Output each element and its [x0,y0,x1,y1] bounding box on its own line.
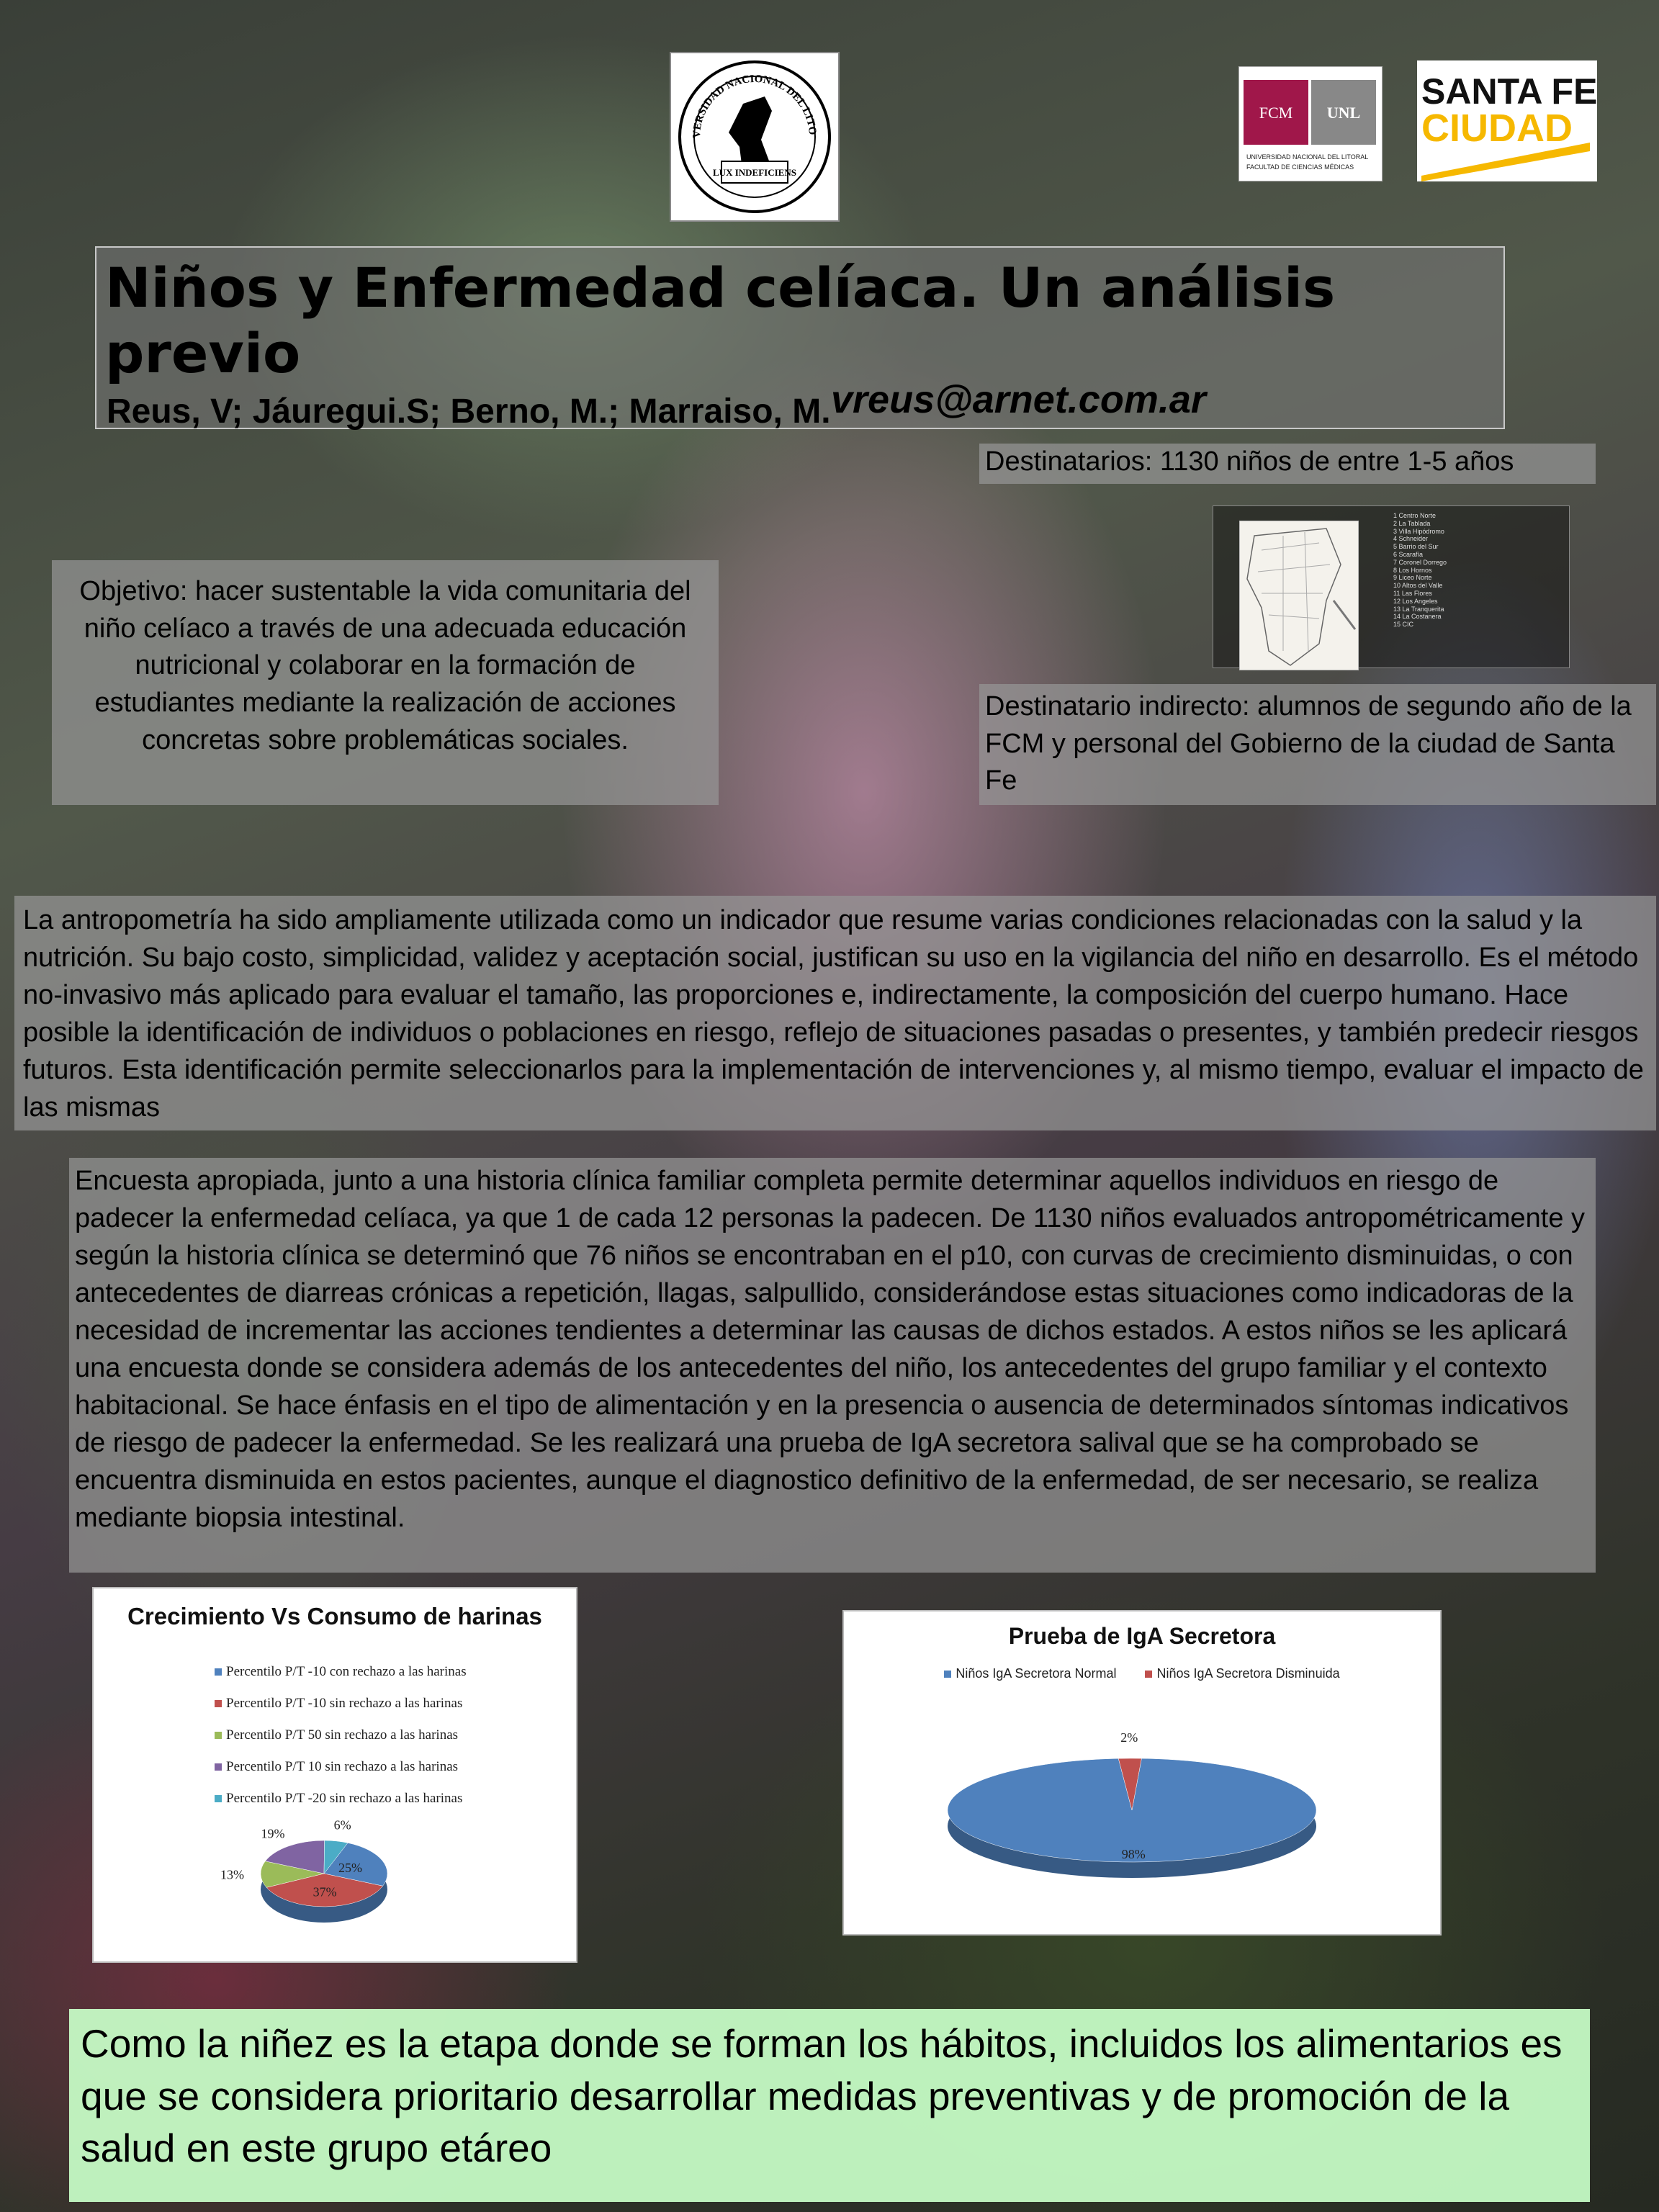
unl-ring-text: VERSIDAD NACIONAL DEL LITO [691,73,819,139]
ciudad-text: CIUDAD [1421,107,1573,150]
map-legend-item: 2 La Tablada [1393,519,1431,527]
santa-fe-ciudad-logo [1417,60,1597,181]
map-legend-item: 1 Centro Norte [1393,512,1437,519]
map-legend-item: 14 La Costanera [1393,613,1442,621]
pie-data-label: 2% [1120,1730,1138,1745]
antropometria-paragraph: La antropometría ha sido ampliamente utilizada como un indicador que resume varias condiciones relacionadas con la salud y la nutrición. Su bajo costo, simplicidad, validez y aceptación social, justifican su uso en la vigilancia del niño en desarrollo. Es el método no-invasivo más aplicado para evaluar el tamaño, las proporciones e, indirectamente, la composición del cuerpo humano. Hace posible la identificación de individuos o poblaciones en riesgo, reflejo de situaciones pasadas o presentes, y también predecir riesgos futuros. Esta identificación permite seleccionarlos para la implementación de intervenciones y, al mismo tiempo, evaluar el impacto de las mismas [14,896,1656,1130]
map-legend-item: 6 Scarafía [1393,550,1424,558]
fcm-text: FCM [1259,104,1293,122]
pie-data-label: 6% [333,1817,351,1833]
legend-label: Percentilo P/T -10 con rechazo a las harinas [226,1664,467,1679]
map-legend-item: 11 Las Flores [1393,589,1432,597]
conclusion-box: Como la niñez es la etapa donde se forman los hábitos, incluidos los alimentarios es que se considera prioritario desarrollar medidas preventivas y de promoción de la salud en este grupo etáreo [69,2009,1590,2202]
map-legend-item: 13 La Tranquerita [1393,605,1444,613]
objetivo-box: Objetivo: hacer sustentable la vida comunitaria del niño celíaco a través de una adecuada educación nutricional y colaborar en la formación de estudiantes mediante la realización de acciones concretas sobre problemáticas sociales. [52,560,719,805]
pie-data-label: 25% [338,1860,362,1875]
city-map [1239,521,1359,670]
legend-label: Percentilo P/T 50 sin rechazo a las harinas [226,1727,459,1743]
map-legend [1393,512,1559,629]
poster-title: Niños y Enfermedad celíaca. Un análisis previo [105,256,1336,386]
unl-logo [670,52,840,222]
map-legend-item: 3 Villa Hipódromo [1393,527,1444,535]
legend-label: Percentilo P/T -20 sin rechazo a las harinas [226,1791,463,1806]
legend-label: Percentilo P/T -10 sin rechazo a las harinas [226,1696,463,1711]
unl-text: UNL [1326,104,1361,122]
fcm-sub1: UNIVERSIDAD NACIONAL DEL LITORAL [1246,153,1369,161]
fcm-sub2: FACULTAD DE CIENCIAS MÉDICAS [1246,163,1354,171]
author-email[interactable]: vreus@arnet.com.ar [831,378,1206,421]
unl-motto: LUX INDEFICIENS [713,167,796,178]
map-legend-item: 4 Schneider [1393,535,1429,543]
city-map-panel [1213,505,1570,668]
fcm-unl-logo [1238,66,1382,181]
authors: Reus, V; Jáuregui.S; Berno, M.; Marraiso, M. [107,392,831,431]
map-legend-item: 9 Liceo Norte [1393,574,1432,582]
map-legend-item: 8 Los Hornos [1393,566,1432,574]
title-box [95,246,1505,429]
legend-label: Percentilo P/T 10 sin rechazo a las harinas [226,1759,459,1774]
map-legend-item: 10 Altos del Valle [1393,582,1443,590]
map-legend-item: 5 Barrio del Sur [1393,543,1439,551]
map-legend-item: 7 Coronel Dorrego [1393,558,1447,566]
legend-label: Niños IgA Secretora Normal [956,1666,1117,1681]
pie-data-label: 19% [261,1826,285,1841]
pie-data-label: 37% [313,1884,337,1899]
map-legend-item: 12 Los Angeles [1393,597,1438,605]
chart-iga [842,1610,1442,1936]
map-legend-item: 15 CIC [1393,621,1414,629]
chart2-pie [844,1611,1443,1937]
pie-data-label: 98% [1121,1847,1146,1862]
chart2-title: Prueba de IgA Secretora [1008,1623,1276,1649]
pie-data-label: 13% [220,1867,244,1882]
destinatarios-box: Destinatarios: 1130 niños de entre 1-5 años [979,444,1596,484]
legend-label: Niños IgA Secretora Disminuida [1156,1666,1340,1681]
chart-crecimiento [92,1587,577,1963]
chart1-pie [94,1588,579,1964]
chart1-title: Crecimiento Vs Consumo de harinas [127,1603,542,1629]
destinatario-indirecto-box: Destinatario indirecto: alumnos de segundo año de la FCM y personal del Gobierno de la ciudad de Santa Fe [979,684,1656,805]
encuesta-paragraph: Encuesta apropiada, junto a una historia clínica familiar completa permite determinar aquellos individuos en riesgo de padecer la enfermedad celíaca, ya que 1 de cada 12 personas la padecen. De 1130 niños evaluados antropométricamente y según la historia clínica se determinó que 76 niños se encontraban en el p10, con curvas de crecimiento disminuidas, o con antecedentes de diarreas crónicas a repetición, llagas, salpullido, considerándose estas situaciones como indicadoras de la necesidad de incrementar las acciones tendientes a determinar las causas de dichos estados. A estos niños se les aplicará una encuesta donde se considera además de los antecedentes del niño, los antecedentes del grupo familiar y el contexto habitacional. Se hace énfasis en el tipo de alimentación y en la presencia o ausencia de determinados síntomas indicativos de riesgo de padecer la enfermedad. Se les realizará una prueba de IgA secretora salival que se ha comprobado se encuentra disminuida en estos pacientes, aunque el diagnostico definitivo de la enfermedad, de ser necesario, se realiza mediante biopsia intestinal. [69,1158,1596,1573]
santafe-text: SANTA FE [1421,71,1597,112]
